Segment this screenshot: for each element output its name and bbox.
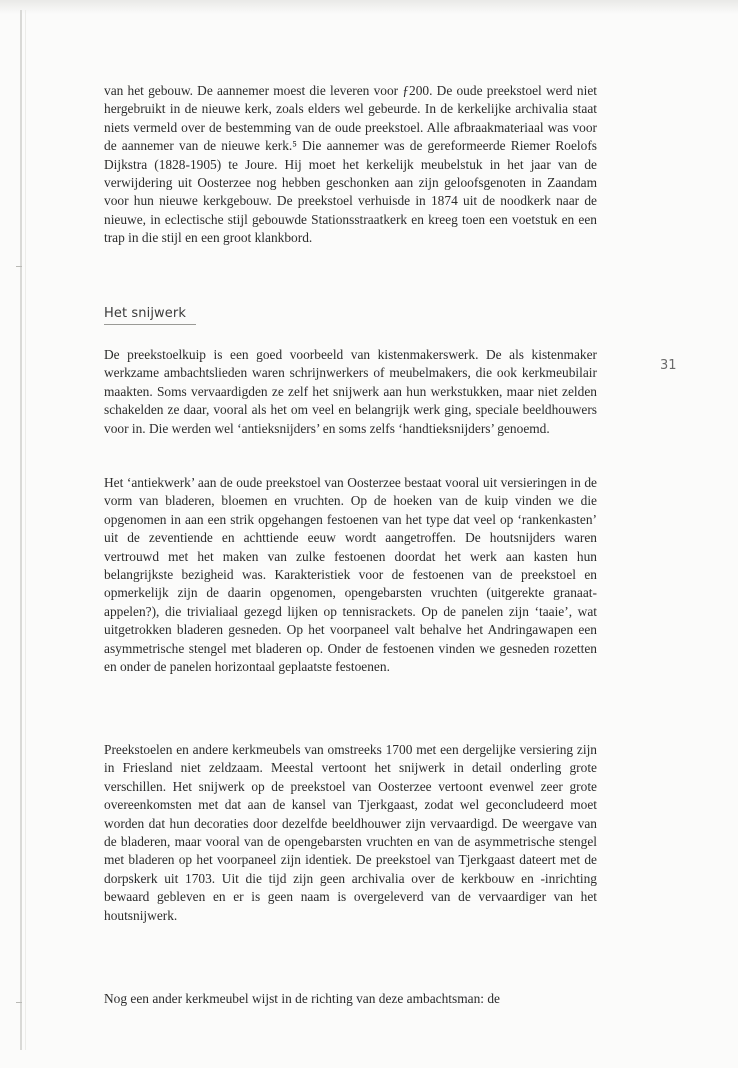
scan-top-shadow	[0, 0, 738, 14]
paragraph-text: van het gebouw. De aannemer moest die leveren voor ƒ200. De oude preekstoel werd niet hergebruikt in de nieuwe kerk, zoals elders wel gebeurde. In de kerkelijke archivalia staat niets vermeld over de bestemming van de oude preekstoel. Alle afbraakmateriaal was voor de aannemer van de nieuwe kerk.⁵ Die aannemer was de gereformeerde Riemer Roelofs Dijkstra (1828-1905) te Joure. Hij moet het kerkelijk meubelstuk in het jaar van de verwijdering uit Oosterzee nog hebben geschonken aan zijn geloofsgenoten in Zaandam voor hun nieuwe kerkgebouw. De preekstoel verhuisde in 1874 uit de noodkerk naar de nieuwe, in eclectische stijl gebouwde Stationsstraatkerk en kreeg toen een voetstuk en een trap in die stijl en een groot klankbord.	[104, 83, 597, 246]
binding-gutter-line-secondary	[25, 10, 26, 1050]
paragraph-text: De preekstoelkuip is een goed voorbeeld van kistenmakerswerk. De als kistenmaker werkzame ambachtslieden waren schrijnwerkers of meubelmakers, die ook kerkmeubilair maakten. Soms vervaardigden ze zelf het snijwerk aan hun werkstukken, maar niet zelden schakelden ze daar, vooral als het om veel en belangrijk werk ging, speciale beeldhouwers voor in. Die werden wel ‘antieksnijders’ en soms zelfs ‘handtieksnijders’ genoemd.	[104, 347, 597, 436]
paragraph-intro-continuation	[104, 82, 597, 248]
page-number: 31	[660, 358, 677, 373]
binding-gutter-line	[20, 10, 22, 1050]
paragraph-friesland-comparison	[104, 741, 597, 925]
heading-underline	[104, 324, 196, 325]
paragraph-closing-line	[104, 990, 597, 1008]
gutter-mark	[16, 266, 22, 267]
paragraph-text: Preekstoelen en andere kerkmeubels van omstreeks 1700 met een dergelijke versiering zijn in Friesland niet zeldzaam. Meestal vertoont het snijwerk in detail onderling grote verschillen. Het snijwerk op de preekstoel van Oosterzee vertoont evenwel zeer grote overeenkomsten met dat aan de kansel van Tjerkgaast, zodat wel geconcludeerd moet worden dat hun decoraties door dezelfde beeldhouwer zijn vervaardigd. De weergave van de bladeren, maar vooral van de opengebarsten vruchten en van de asymmetrische stengel met bladeren op het voorpaneel zijn identiek. De preekstoel van Tjerkgaast dateert met de dorpskerk uit 1703. Uit die tijd zijn geen archivalia over de kerkbouw en -inrichting bewaard gebleven en er is geen naam is overgeleverd van de vervaardiger van het houtsnijwerk.	[104, 742, 597, 923]
paragraph-text: Nog een ander kerkmeubel wijst in de richting van deze ambachtsman: de	[104, 991, 500, 1006]
paragraph-antiekwerk	[104, 474, 597, 676]
section-heading: Het snijwerk	[104, 306, 186, 321]
paragraph-text: Het ‘antiekwerk’ aan de oude preekstoel van Oosterzee bestaat vooral uit versieringen in de vorm van bladeren, bloemen en vruchten. Op de hoeken van de kuip vinden we die opgenomen in aan een strik opgehangen festoenen van het type dat veel op ‘rankenkasten’ uit de zeventiende en achttiende eeuw wordt aangetroffen. De houtsnijders waren vertrouwd met het maken van zulke festoenen doordat het werk aan kasten hun belangrijkste bezigheid was. Karakteristiek voor de festoenen van de preekstoel en opmerkelijk zijn de daarin opgenomen, opengebarsten vruchten (uitgerekte granaatappelen?), die trivialiaal gezegd lijken op tennisrackets. Op de panelen zijn ‘taaie’, wat uitgetrokken bladeren gesneden. Op het voorpaneel valt behalve het Andringawapen een asymmetrische stengel met bladeren op. Onder de festoenen vinden we gesneden rozetten en onder de panelen horizontaal geplaatste festoenen.	[104, 475, 597, 675]
gutter-mark	[16, 1002, 22, 1003]
paragraph-kistenmakerswerk	[104, 346, 597, 438]
